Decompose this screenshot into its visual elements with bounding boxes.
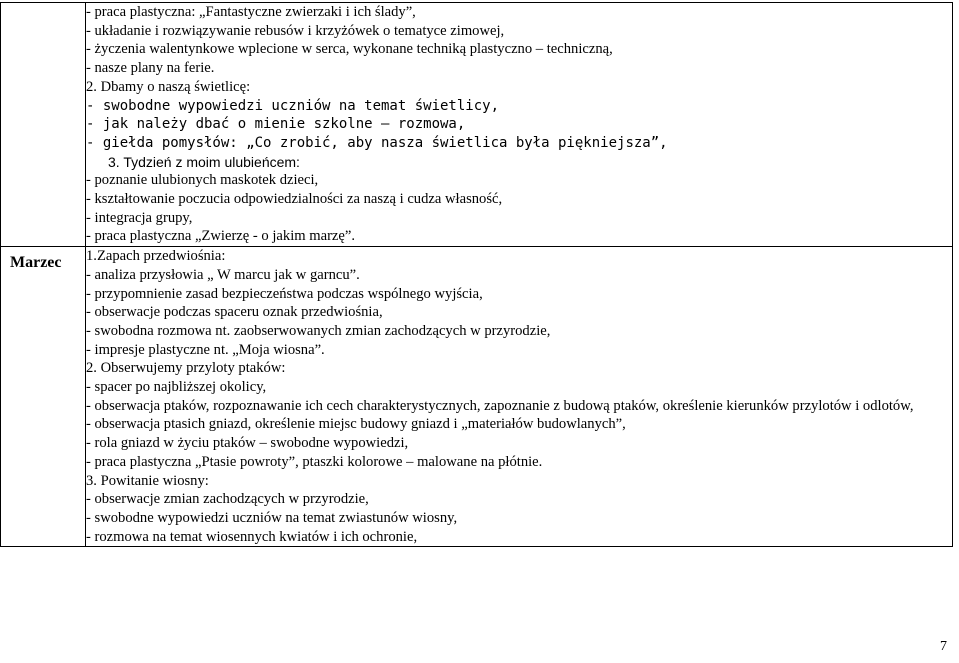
activity-line: - rola gniazd w życiu ptaków – swobodne wypowiedzi, — [86, 435, 409, 452]
activity-line: - integracja grupy, — [86, 209, 193, 226]
lesson-plan-table — [0, 2, 953, 547]
activity-line: - obserwacje podczas spaceru oznak przedwiośnia, — [86, 304, 383, 321]
activity-line: - życzenia walentynkowe wplecione w serca, wykonane techniką plastyczno – techniczną, — [86, 41, 613, 58]
table-row-march — [1, 247, 953, 547]
month-label: Marzec — [10, 254, 62, 272]
activity-line: - praca plastyczna „Zwierzę - o jakim marzę”. — [86, 228, 356, 245]
section-heading: 1.Zapach przedwiośnia: — [86, 248, 226, 265]
activity-line: - kształtowanie poczucia odpowiedzialności za naszą i cudza własność, — [86, 191, 503, 208]
activity-line: - obserwacje zmian zachodzących w przyrodzie, — [86, 491, 369, 508]
activity-line: - spacer po najbliższej okolicy, — [86, 379, 267, 396]
section-heading: 2. Dbamy o naszą świetlicę: — [86, 78, 251, 95]
section-heading: 3. Powitanie wiosny: — [86, 472, 209, 489]
activity-line: - praca plastyczna: „Fantastyczne zwierzaki i ich ślady”, — [86, 4, 416, 20]
section-heading: 3. Tydzień z moim ulubieńcem: — [108, 153, 300, 170]
activity-line: - przypomnienie zasad bezpieczeństwa podczas wspólnego wyjścia, — [86, 285, 483, 302]
activity-line: - poznanie ulubionych maskotek dzieci, — [86, 172, 319, 189]
month-cell — [1, 247, 86, 547]
activity-line: - obserwacja ptaków, rozpoznawanie ich cech charakterystycznych, zapoznanie z budową ptaków, określenie kierunków przylotów i odlotów, — [86, 397, 914, 414]
activity-line: - praca plastyczna „Ptasie powroty”, ptaszki kolorowe – malowane na płótnie. — [86, 453, 543, 470]
table-row-february — [1, 3, 953, 247]
page-number: 7 — [940, 639, 947, 654]
activity-line: - analiza przysłowia „ W marcu jak w garncu”. — [86, 266, 360, 283]
activity-line: - obserwacja ptasich gniazd, określenie miejsc budowy gniazd i „materiałów budowlanych”, — [86, 416, 626, 433]
activity-line: - impresje plastyczne nt. „Moja wiosna”. — [86, 341, 325, 358]
activity-line: - rozmowa na temat wiosennych kwiatów i ich ochronie, — [86, 528, 418, 545]
activity-line: - układanie i rozwiązywanie rebusów i krzyżówek o tematyce zimowej, — [86, 22, 505, 39]
activity-line: - swobodne wypowiedzi uczniów na temat zwiastunów wiosny, — [86, 509, 458, 526]
month-label — [1, 3, 85, 9]
section-heading: 2. Obserwujemy przyloty ptaków: — [86, 360, 286, 377]
activity-line: - swobodna rozmowa nt. zaobserwowanych zmian zachodzących w przyrodzie, — [86, 322, 551, 339]
month-cell — [1, 3, 86, 247]
activity-line: - jak należy dbać o mienie szkolne – rozmowa, — [86, 116, 466, 133]
activity-line: - nasze plany na ferie. — [86, 60, 215, 77]
content-cell — [86, 247, 953, 547]
activity-line: - giełda pomysłów: „Co zrobić, aby nasza świetlica była piękniejsza”, — [86, 134, 668, 151]
activity-line: - swobodne wypowiedzi uczniów na temat świetlicy, — [86, 97, 500, 114]
content-cell — [86, 3, 953, 247]
